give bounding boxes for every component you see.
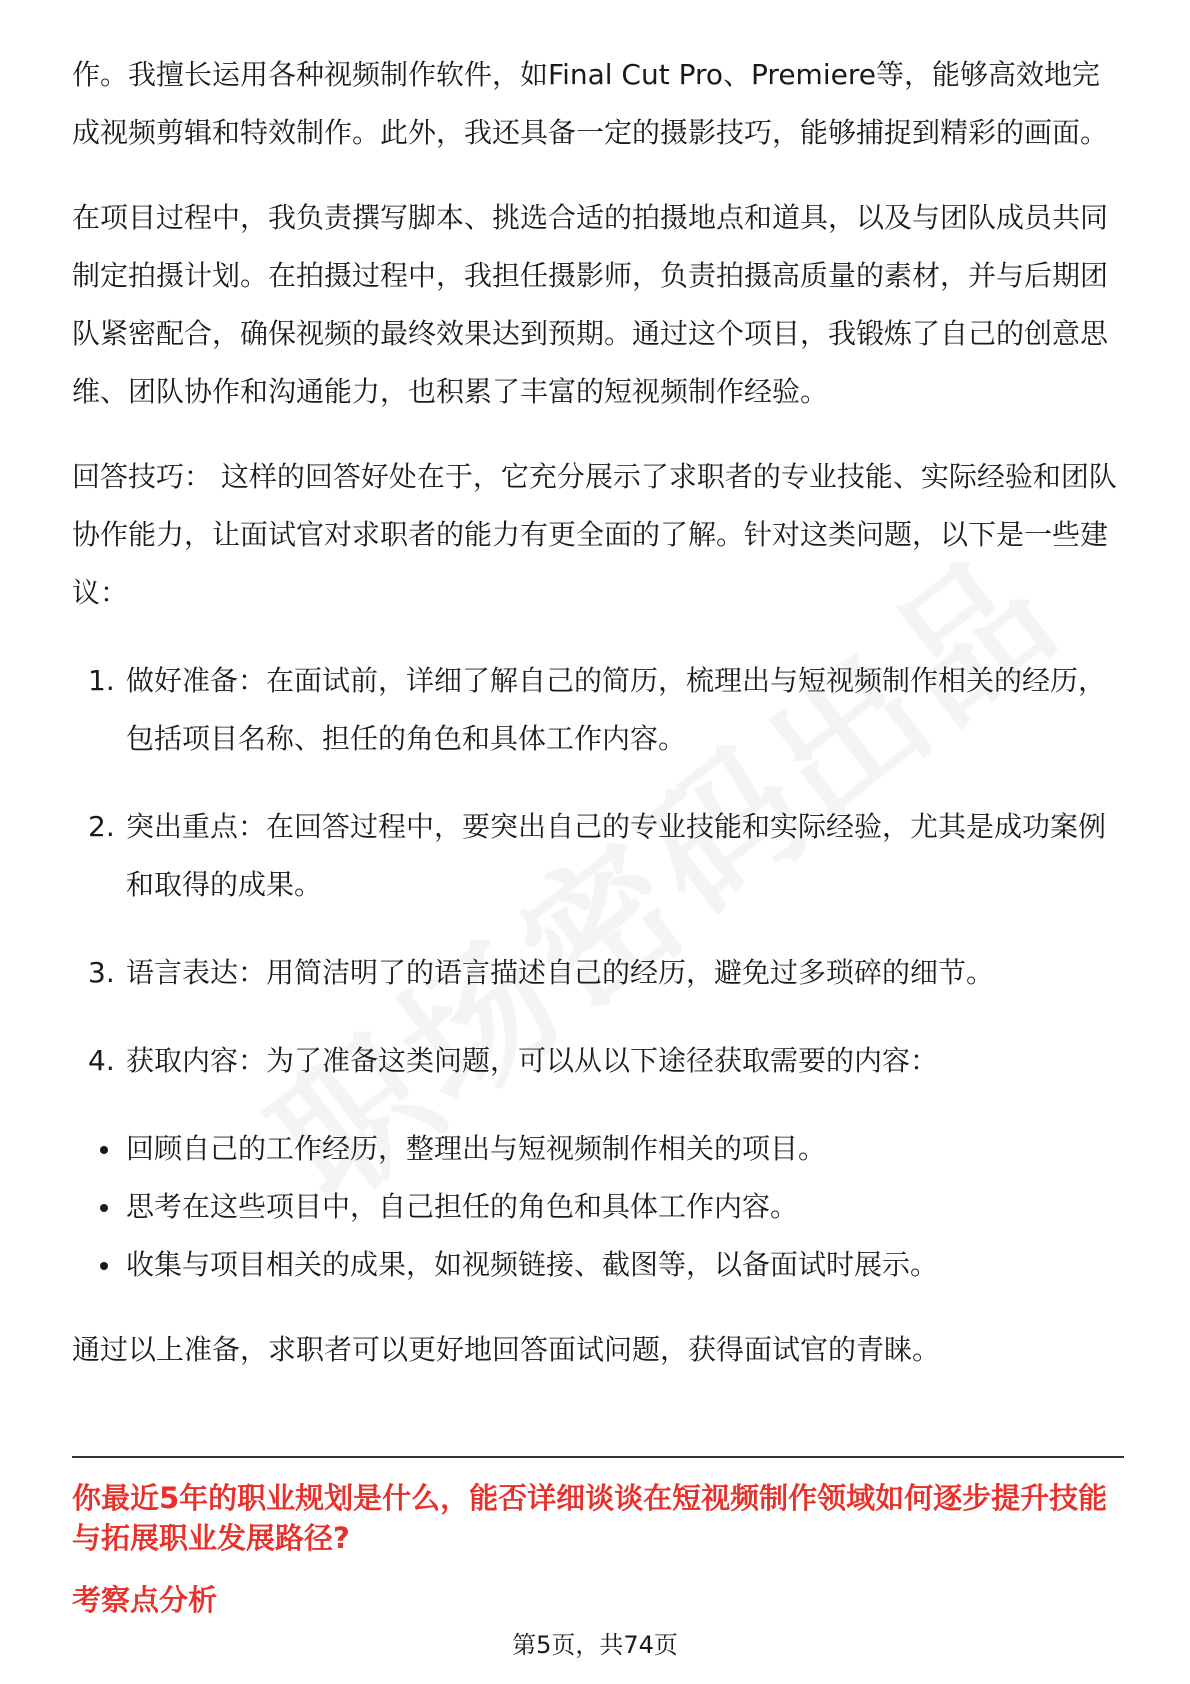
tips-list xyxy=(72,652,1122,1090)
bullet-text: 思考在这些项目中，自己担任的角色和具体工作内容。 xyxy=(126,1190,799,1223)
tip-item xyxy=(72,944,1122,1002)
tip-number: 4. xyxy=(88,1044,115,1077)
tip-text: 做好准备：在面试前，详细了解自己的简历，梳理出与短视频制作相关的经历，包括项目名称、担任的角色和具体工作内容。 xyxy=(126,664,1107,755)
tip-text: 获取内容：为了准备这类问题，可以从以下途径获取需要的内容： xyxy=(126,1044,939,1077)
bullet-text: 收集与项目相关的成果，如视频链接、截图等，以备面试时展示。 xyxy=(126,1248,939,1281)
bullet-dot-icon xyxy=(100,1204,108,1212)
conclusion-paragraph: 通过以上准备，求职者可以更好地回答面试问题，获得面试官的青睐。 xyxy=(72,1333,941,1366)
tip-number: 2. xyxy=(88,810,115,843)
paragraph-project-role: 在项目过程中，我负责撰写脚本、挑选合适的拍摄地点和道具，以及与团队成员共同制定拍摄计划。在拍摄过程中，我担任摄影师，负责拍摄高质量的素材，并与后期团队紧密配合，确保视频的最终效果达到预期。通过这个项目，我锻炼了自己的创意思维、团队协作和沟通能力，也积累了丰富的短视频制作经验。 xyxy=(72,201,1109,408)
content-area xyxy=(72,46,1122,1379)
section-divider xyxy=(72,1456,1124,1458)
tip-item xyxy=(72,798,1122,914)
tip-item xyxy=(72,1032,1122,1090)
bullet-dot-icon xyxy=(100,1262,108,1270)
bullet-text: 回顾自己的工作经历，整理出与短视频制作相关的项目。 xyxy=(126,1132,827,1165)
list-item xyxy=(72,1236,1122,1294)
page-footer: 第5页，共74页 xyxy=(512,1631,678,1659)
analysis-heading: 考察点分析 xyxy=(72,1583,218,1617)
content-source-list xyxy=(72,1120,1122,1294)
paragraph-software-skills: 作。我擅长运用各种视频制作软件，如Final Cut Pro、Premiere等，能够高效地完成视频剪辑和特效制作。此外，我还具备一定的摄影技巧，能够捕捉到精彩的画面。 xyxy=(72,58,1109,149)
tip-item xyxy=(72,652,1122,768)
list-item xyxy=(72,1178,1122,1236)
tip-text: 突出重点：在回答过程中，要突出自己的专业技能和实际经验，尤其是成功案例和取得的成果。 xyxy=(126,810,1107,901)
tip-number: 1. xyxy=(88,664,115,697)
tip-text: 语言表达：用简洁明了的语言描述自己的经历，避免过多琐碎的细节。 xyxy=(126,956,995,989)
tip-number: 3. xyxy=(88,956,115,989)
list-item xyxy=(72,1120,1122,1178)
next-question-heading: 你最近5年的职业规划是什么，能否详细谈谈在短视频制作领域如何逐步提升技能与拓展职业发展路径? xyxy=(72,1481,1108,1555)
paragraph-answer-tips: 回答技巧： 这样的回答好处在于，它充分展示了求职者的专业技能、实际经验和团队协作能力，让面试官对求职者的能力有更全面的了解。针对这类问题，以下是一些建议： xyxy=(72,460,1117,609)
bullet-dot-icon xyxy=(100,1146,108,1154)
